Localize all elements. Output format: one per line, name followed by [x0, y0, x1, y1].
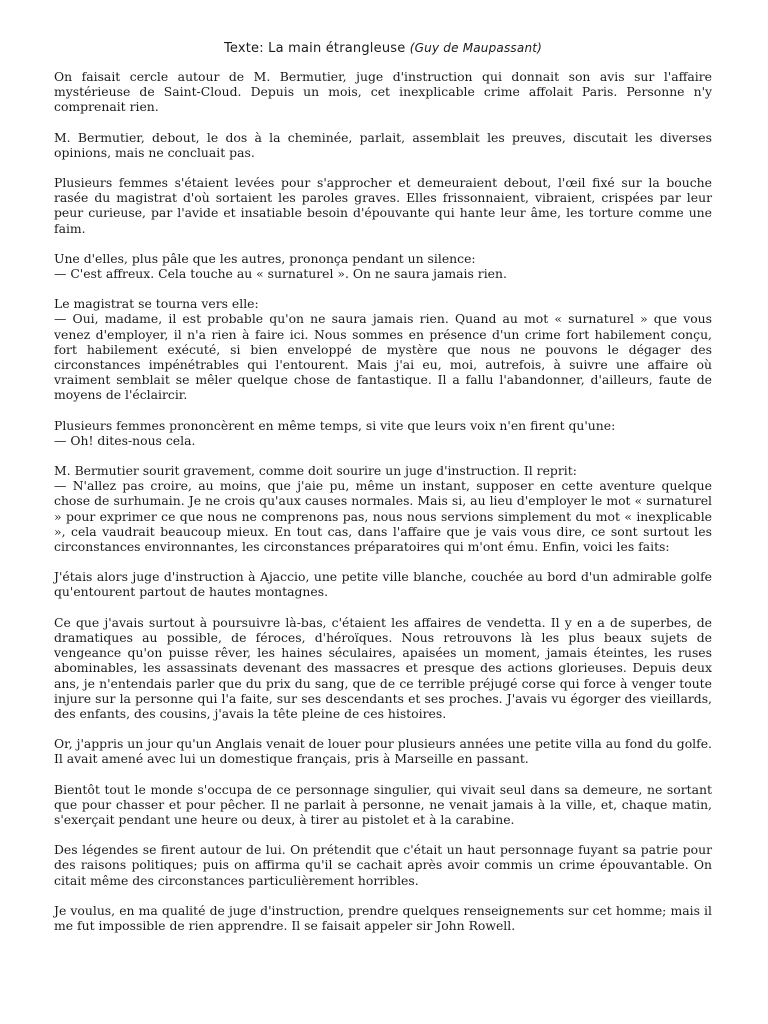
paragraph-line: Ce que j'avais surtout à poursuivre là-bas, c'étaient les affaires de vendetta. Il y en a de superbes, de dramatiques au possible, de féroces, d'héroïques. Nous retrouvons là les plus beaux sujets de vengeance qu'on puisse rêver, les haines séculaires, apaisées un moment, jamais éteintes, les ruses abominables, les assassinats devenant des massacres et presque des actions glorieuses. Depuis deux ans, je n'entendais parler que du prix du sang, que de ce terrible préjugé corse qui force à venger toute injure sur la personne qui l'a faite, sur ses descendants et ses proches. J'avais vu égorger des vieillards, des enfants, des cousins, j'avais la tête pleine de ces histoires.	[54, 614, 712, 721]
paragraph	[54, 418, 712, 448]
paragraph-line: Des légendes se firent autour de lui. On prétendit que c'était un haut personnage fuyant sa patrie pour des raisons politiques; puis on affirma qu'il se cachait après avoir commis un crime épouvantable. On citait même des circonstances particulièrement horribles.	[54, 842, 712, 888]
paragraph-line: Plusieurs femmes s'étaient levées pour s'approcher et demeuraient debout, l'œil fixé sur la bouche rasée du magistrat d'où sortaient les paroles graves. Elles frissonnaient, vibraient, crispées par leur peur curieuse, par l'avide et insatiable besoin d'épouvante qui hante leur âme, les torture comme une faim.	[54, 175, 712, 236]
document-page	[54, 40, 712, 948]
paragraph	[54, 69, 712, 115]
paragraph	[54, 842, 712, 888]
paragraph-line: Bientôt tout le monde s'occupa de ce personnage singulier, qui vivait seul dans sa demeure, ne sortant que pour chasser et pour pêcher. Il ne parlait à personne, ne venait jamais à la ville, et, chaque matin, s'exerçait pendant une heure ou deux, à tirer au pistolet et à la carabine.	[54, 781, 712, 827]
paragraph	[54, 903, 712, 933]
dialogue-line: — C'est affreux. Cela touche au « surnaturel ». On ne saura jamais rien.	[54, 266, 507, 282]
paragraph	[54, 251, 712, 281]
paragraph-line: On faisait cercle autour de M. Bermutier, juge d'instruction qui donnait son avis sur l'affaire mystérieuse de Saint-Cloud. Depuis un mois, cet inexplicable crime affolait Paris. Personne n'y comprenait rien.	[54, 69, 712, 115]
paragraph-line: M. Bermutier sourit gravement, comme doit sourire un juge d'instruction. Il reprit:	[54, 463, 577, 479]
paragraph	[54, 615, 712, 721]
paragraph-line: M. Bermutier, debout, le dos à la cheminée, parlait, assemblait les preuves, discutait les diverses opinions, mais ne concluait pas.	[54, 129, 712, 160]
dialogue-line: — Oui, madame, il est probable qu'on ne saura jamais rien. Quand au mot « surnaturel » que vous venez d'employer, il n'a rien à faire ici. Nous sommes en présence d'un crime fort habilement conçu, fort habilement exécuté, si bien enveloppé de mystère que nous ne pouvons le dégager des circonstances impénétrables qui l'entourent. Mais j'ai eu, moi, autrefois, à suivre une affaire où vraiment semblait se mêler quelque chose de fantastique. Il a fallu l'abandonner, d'ailleurs, faute de moyens de l'éclaircir.	[54, 311, 712, 403]
paragraph	[54, 130, 712, 160]
paragraph-line: Plusieurs femmes prononcèrent en même temps, si vite que leurs voix n'en firent qu'une:	[54, 417, 616, 433]
document-title	[54, 40, 712, 57]
dialogue-line: — Oh! dites-nous cela.	[54, 432, 196, 448]
paragraph	[54, 463, 712, 554]
paragraph-line: Une d'elles, plus pâle que les autres, prononça pendant un silence:	[54, 250, 476, 266]
paragraph	[54, 296, 712, 402]
paragraph-line: Le magistrat se tourna vers elle:	[54, 296, 259, 312]
paragraph-line: J'étais alors juge d'instruction à Ajaccio, une petite ville blanche, couchée au bord d'un admirable golfe qu'entourent partout de hautes montagnes.	[54, 569, 712, 600]
paragraph	[54, 736, 712, 766]
author-name: (Guy de Maupassant)	[409, 41, 543, 55]
paragraph-line: Je voulus, en ma qualité de juge d'instruction, prendre quelques renseignements sur cet homme; mais il me fut impossible de rien apprendre. Il se faisait appeler sir John Rowell.	[54, 902, 712, 933]
dialogue-line: — N'allez pas croire, au moins, que j'aie pu, même un instant, supposer en cette aventure quelque chose de surhumain. Je ne crois qu'aux causes normales. Mais si, au lieu d'employer le mot « surnaturel » pour exprimer ce que nous ne comprenons pas, nous nous servions simplement du mot « inexplicable », cela vaudrait beaucoup mieux. En tout cas, dans l'affaire que je vais vous dire, ce sont surtout les circonstances environnantes, les circonstances préparatoires qui m'ont ému. Enfin, voici les faits:	[54, 478, 712, 555]
paragraph	[54, 175, 712, 236]
paragraph	[54, 569, 712, 599]
paragraph	[54, 782, 712, 828]
paragraph-line: Or, j'appris un jour qu'un Anglais venait de louer pour plusieurs années une petite villa au fond du golfe. Il avait amené avec lui un domestique français, pris à Marseille en passant.	[54, 736, 712, 767]
title-text: Texte: La main étrangleuse	[223, 41, 406, 56]
